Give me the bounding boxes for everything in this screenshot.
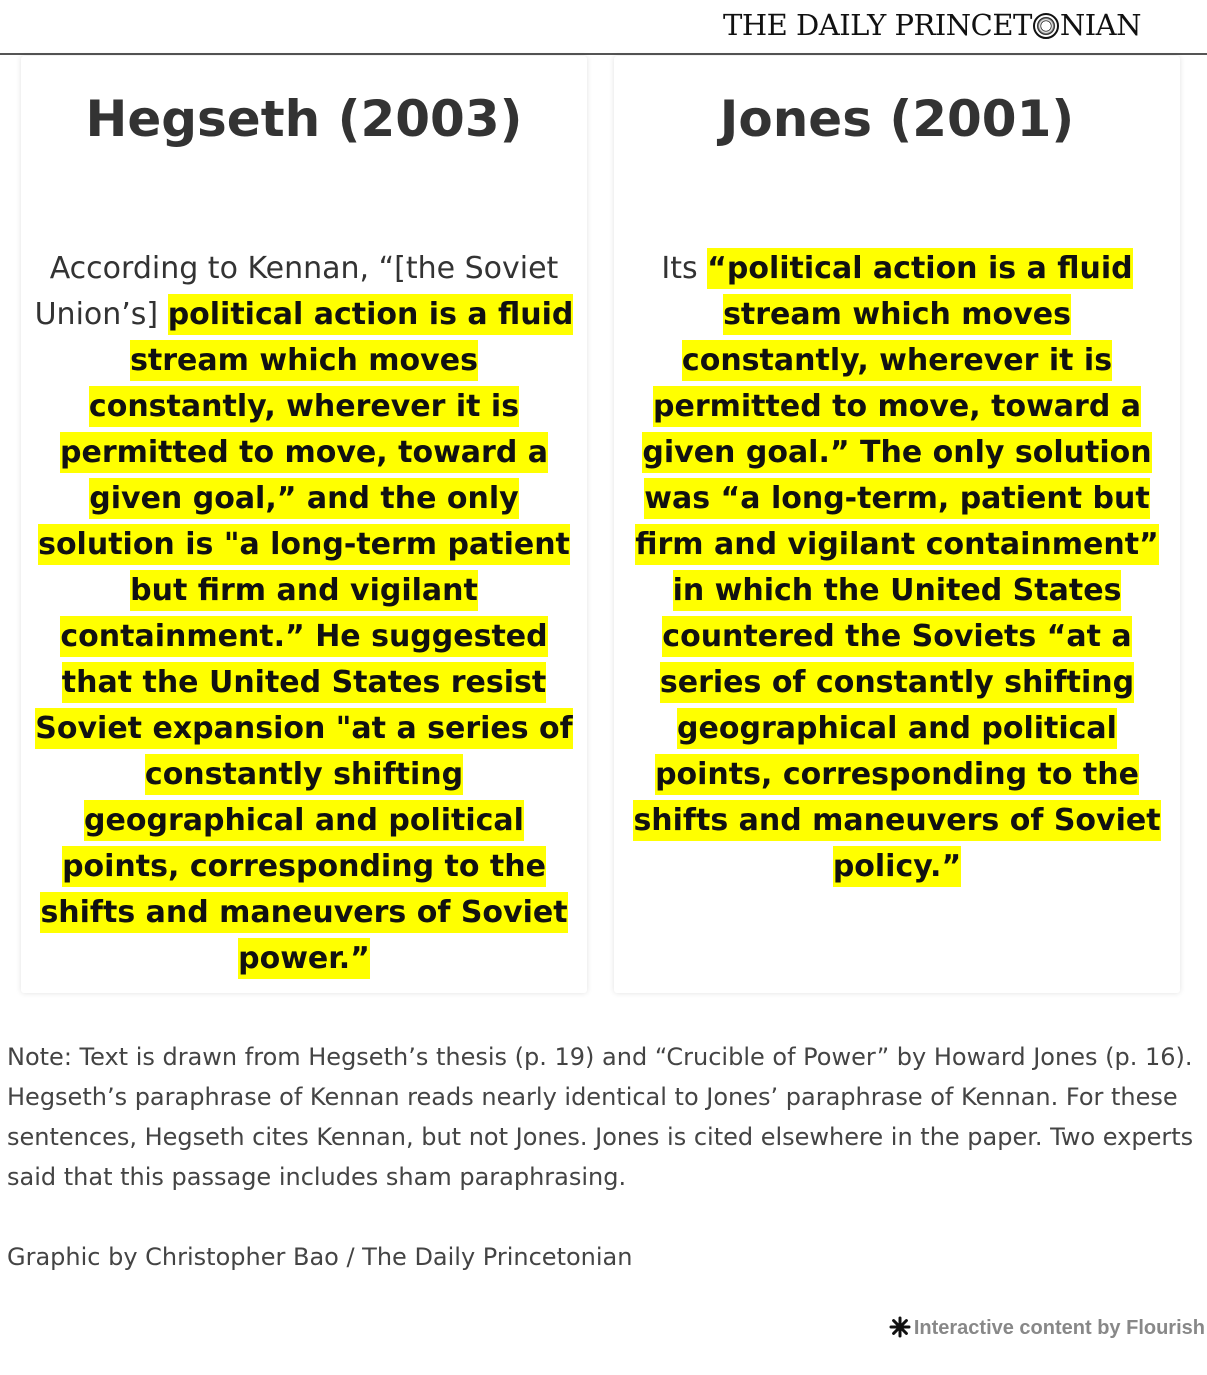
site-header xyxy=(0,0,1207,55)
jones-card-title: Jones (2001) xyxy=(719,90,1075,148)
hegseth-card-title: Hegseth (2003) xyxy=(85,90,523,148)
hegseth-highlighted-text: political action is a fluid stream which moves constantly, wherever it is permitted to move, toward a given goal,” and the only solution is "a long-term patient but firm and vigilant containment.” He suggested that the United States resist Soviet expansion "at a series of constantly shifting geographical and political points, corresponding to the shifts and maneuvers of Soviet power.” xyxy=(35,294,573,979)
logo-text-start: THE DAILY PRINCET xyxy=(723,8,1032,42)
source-note: Note: Text is drawn from Hegseth’s thesis (p. 19) and “Crucible of Power” by Howard Jones (p. 16). Hegseth’s paraphrase of Kennan reads nearly identical to Jones’ paraphrase of Kennan. For these sentences, Hegseth cites Kennan, but not Jones. Jones is cited elsewhere in the paper. Two experts said that this passage includes sham paraphrasing. xyxy=(7,1043,1194,1191)
flourish-asterisk-icon xyxy=(889,1316,911,1344)
daily-princetonian-logo[interactable] xyxy=(723,8,1141,42)
graphic-credit: Graphic by Christopher Bao / The Daily Princetonian xyxy=(7,1243,633,1271)
jones-card-text xyxy=(626,246,1168,890)
hegseth-plain-text: According to Kennan, “[the Soviet Union’s] xyxy=(34,251,559,332)
flourish-credit-link[interactable] xyxy=(889,1316,1205,1344)
hegseth-card-text xyxy=(33,246,575,982)
jones-plain-text: Its xyxy=(661,251,708,286)
flourish-credit-text: Interactive content by Flourish xyxy=(913,1317,1205,1339)
hegseth-card xyxy=(21,56,587,993)
logo-text-end: NIAN xyxy=(1059,8,1141,42)
jones-card xyxy=(614,56,1180,993)
jones-highlighted-text: “political action is a fluid stream which moves constantly, wherever it is permitted to move, toward a given goal.” The only solution was “a long-term, patient but firm and vigilant containment” in which the United States countered the Soviets “at a series of constantly shifting geographical and political points, corresponding to the shifts and maneuvers of Soviet policy.” xyxy=(633,248,1160,887)
princeton-seal-icon xyxy=(1033,13,1059,39)
